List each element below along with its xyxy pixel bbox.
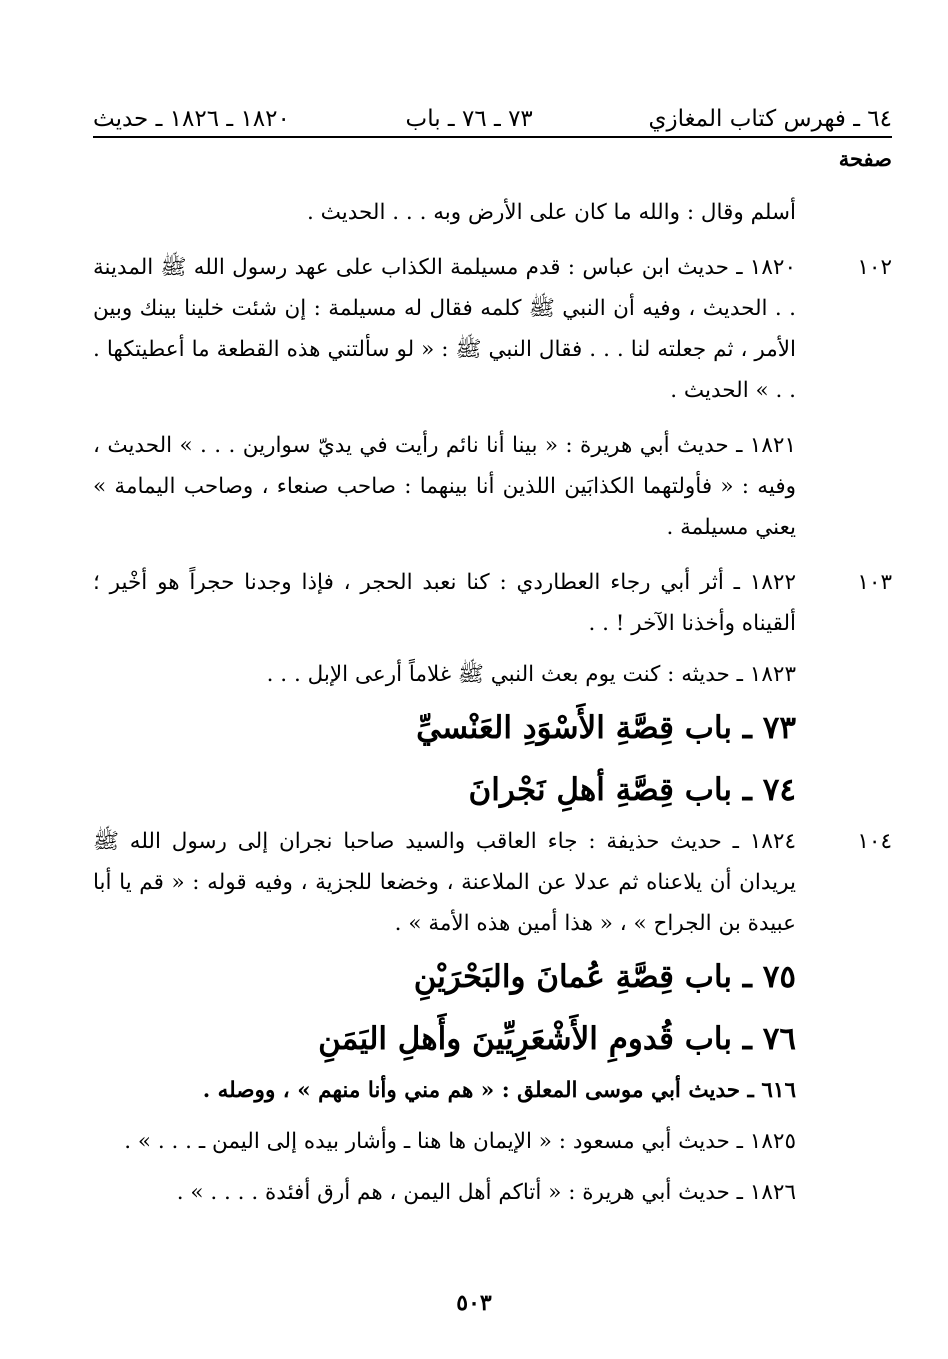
entry-text: ١٨٢١ ـ حديث أبي هريرة : « بينا أنا نائم رأيت في يديّ سوارين . . . » الحديث ، وفيه : « فأولتهما الكذابَين اللذين أنا بينهما : صاحب صنعاء ، وصاحب اليمامة » يعني مسيلمة . (93, 433, 796, 540)
page-ref (796, 654, 892, 695)
entry-text: ١٨٢٦ ـ حديث أبي هريرة : « أتاكم أهل اليمن ، هم أرق أفئدة . . . . » . (176, 1180, 796, 1205)
index-entry-continuation (93, 192, 892, 233)
entry-text: ٦١٦ ـ حديث أبي موسى المعلق : « هم مني وأنا منهم » ، ووصله . (202, 1078, 796, 1103)
header-chapter-title: ٦٤ ـ فهرس كتاب المغازي (648, 106, 892, 132)
entry-text: أسلم وقال : والله ما كان على الأرض وبه . . . الحديث . (306, 200, 796, 225)
page-ref: ١٠٤ (857, 829, 892, 854)
entry-text: ١٨٢٤ ـ حديث حذيفة : جاء العاقب والسيد صاحبا نجران إلى رسول الله ﷺ يريدان أن يلاعناه ثم عدلا عن الملاعنة ، وخضعا للجزية ، وفيه قوله : « قم يا أبا عبيدة بن الجراح » ، « هذا أمين هذه الأمة » . (93, 829, 796, 936)
chapter-heading-76: ٧٦ ـ باب قُدومِ الأَشْعَرِيِّينَ وأَهلِ اليَمَنِ (318, 1021, 796, 1057)
index-entry-1822 (93, 562, 892, 644)
page-ref: ١٠٢ (857, 255, 892, 280)
header-divider (93, 136, 892, 138)
index-body (93, 192, 892, 1213)
index-entry-1824 (93, 821, 892, 944)
index-entry-1820 (93, 247, 892, 411)
page-ref (796, 1070, 892, 1111)
page-ref: ١٠٣ (857, 570, 892, 595)
page-column-label: صفحة (838, 146, 892, 171)
entry-text: ١٨٢٢ ـ أثر أبي رجاء العطاردي : كنا نعبد الحجر ، فإذا وجدنا حجراً هو أخْير ؛ ألقيناه وأخذنا الآخر ! . . (93, 570, 796, 636)
index-entry-1826 (93, 1172, 892, 1213)
entry-text: ١٨٢٥ ـ حديث أبي مسعود : « الإيمان ها هنا ـ وأشار بيده إلى اليمن ـ . . . » . (124, 1129, 796, 1154)
header-hadith-range: ١٨٢٠ ـ ١٨٢٦ ـ حديث (93, 106, 290, 132)
index-entry-1821 (93, 425, 892, 548)
chapter-heading-75: ٧٥ ـ باب قِصَّةِ عُمانَ والبَحْرَيْنِ (413, 959, 796, 995)
page-ref (796, 425, 892, 548)
chapter-heading-74: ٧٤ ـ باب قِصَّةِ أهلِ نَجْرانَ (468, 772, 796, 808)
running-header (93, 96, 892, 132)
page-number: ٥٠٣ (456, 1290, 492, 1316)
chapter-heading-73: ٧٣ ـ باب قِصَّةِ الأَسْوَدِ العَنْسيِّ (416, 710, 796, 746)
entry-text: ١٨٢٠ ـ حديث ابن عباس : قدم مسيلمة الكذاب على عهد رسول الله ﷺ المدينة . . الحديث ، وفيه أن النبي ﷺ كلمه فقال له مسيلمة : إن شئت خلينا بينك وبين الأمر ، ثم جعلته لنا . . . فقال النبي ﷺ : « لو سألتني هذه القطعة ما أعطيتكها . . . » الحديث . (93, 255, 796, 403)
header-chapter-range: ٧٣ ـ ٧٦ ـ باب (405, 106, 533, 132)
index-entry-616 (93, 1070, 892, 1111)
page-ref (796, 192, 892, 233)
index-entry-1823 (93, 654, 892, 695)
entry-text: ١٨٢٣ ـ حديثه : كنت يوم بعث النبي ﷺ غلاماً أرعى الإبل . . . (266, 662, 796, 687)
index-entry-1825 (93, 1121, 892, 1162)
page-ref (796, 1172, 892, 1213)
page-ref (796, 1121, 892, 1162)
